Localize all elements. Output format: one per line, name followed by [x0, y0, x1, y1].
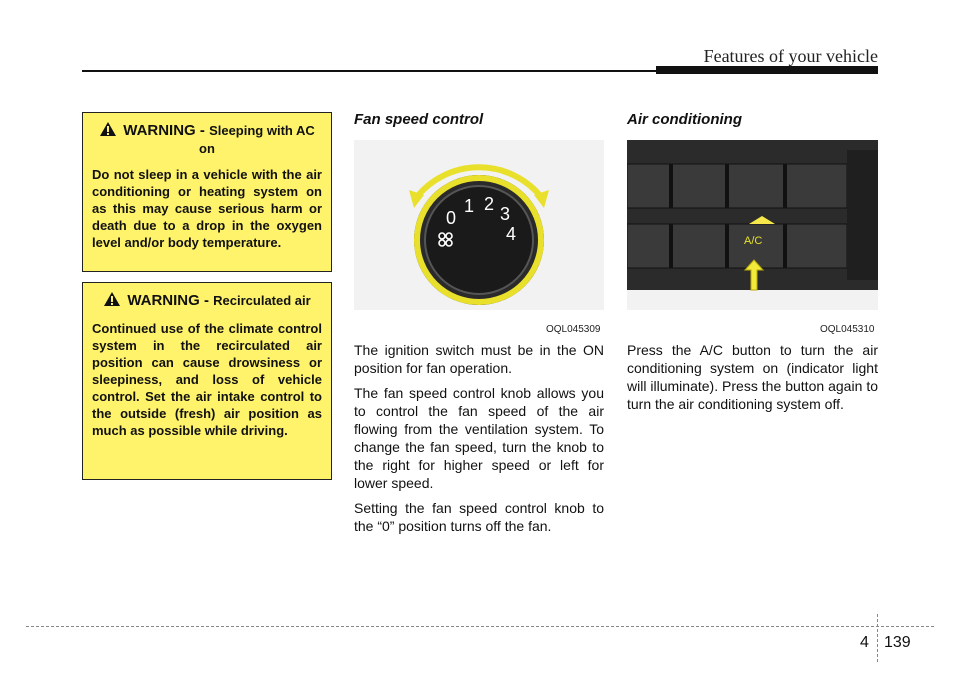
footer-divider	[877, 614, 878, 662]
knob-label-2: 2	[484, 194, 495, 214]
warning-heading	[92, 291, 322, 311]
warning-subtitle: Recirculated air	[213, 293, 311, 309]
ac-section-title: Air conditioning	[627, 111, 742, 128]
knob-label-1: 1	[464, 196, 475, 216]
warning-subtitle: Sleeping with AC on	[199, 123, 315, 156]
ac-body-text	[627, 341, 878, 420]
fan-section-title: Fan speed control	[354, 111, 484, 128]
chapter-number: 4	[860, 634, 869, 651]
warning-triangle-icon	[103, 291, 121, 311]
ac-button-label: A/C	[744, 235, 763, 247]
knob-label-3: 3	[500, 204, 511, 224]
header-title: Features of your vehicle	[703, 46, 878, 66]
warning-word: WARNING -	[127, 292, 214, 310]
ac-paragraph: Press the A/C button to turn the air conditioning system on (indicator light will illuminate). Press the button again to turn the air conditioning system off.	[627, 342, 878, 412]
fan-body-text	[354, 341, 604, 542]
fan-paragraph: Setting the fan speed control knob to the “0” position turns off the fan.	[354, 500, 604, 534]
page-number: 139	[884, 634, 911, 651]
header-tab	[656, 66, 878, 74]
fan-paragraph: The ignition switch must be in the ON position for fan operation.	[354, 342, 604, 376]
warning-triangle-icon	[99, 121, 117, 141]
knob-label-4: 4	[506, 224, 517, 244]
warning-box-sleeping	[82, 112, 332, 272]
footer-rule	[26, 626, 934, 627]
fan-knob-figure	[354, 140, 604, 310]
ac-button-figure	[627, 140, 878, 310]
warning-word: WARNING -	[123, 122, 210, 140]
fan-paragraph: The fan speed control knob allows you to control the fan speed of the air flowing from the ventilation system. To change the fan speed, turn the knob to the right for higher speed or left for lower speed.	[354, 385, 604, 491]
warning-body: Do not sleep in a vehicle with the air conditioning or heating system on as this may cause serious harm or death due to a drop in the oxygen level and/or body temperature.	[92, 167, 322, 250]
knob-label-0: 0	[446, 208, 457, 228]
fan-figure-code: OQL045309	[546, 324, 601, 335]
warning-box-recirculated	[82, 282, 332, 480]
warning-heading	[92, 121, 322, 157]
warning-body: Continued use of the climate control system in the recirculated air position can cause drowsiness or sleepiness, and loss of vehicle control. Set the air intake control to the outside (fresh) air position as much as possible while driving.	[92, 321, 322, 438]
ac-figure-code: OQL045310	[820, 324, 875, 335]
